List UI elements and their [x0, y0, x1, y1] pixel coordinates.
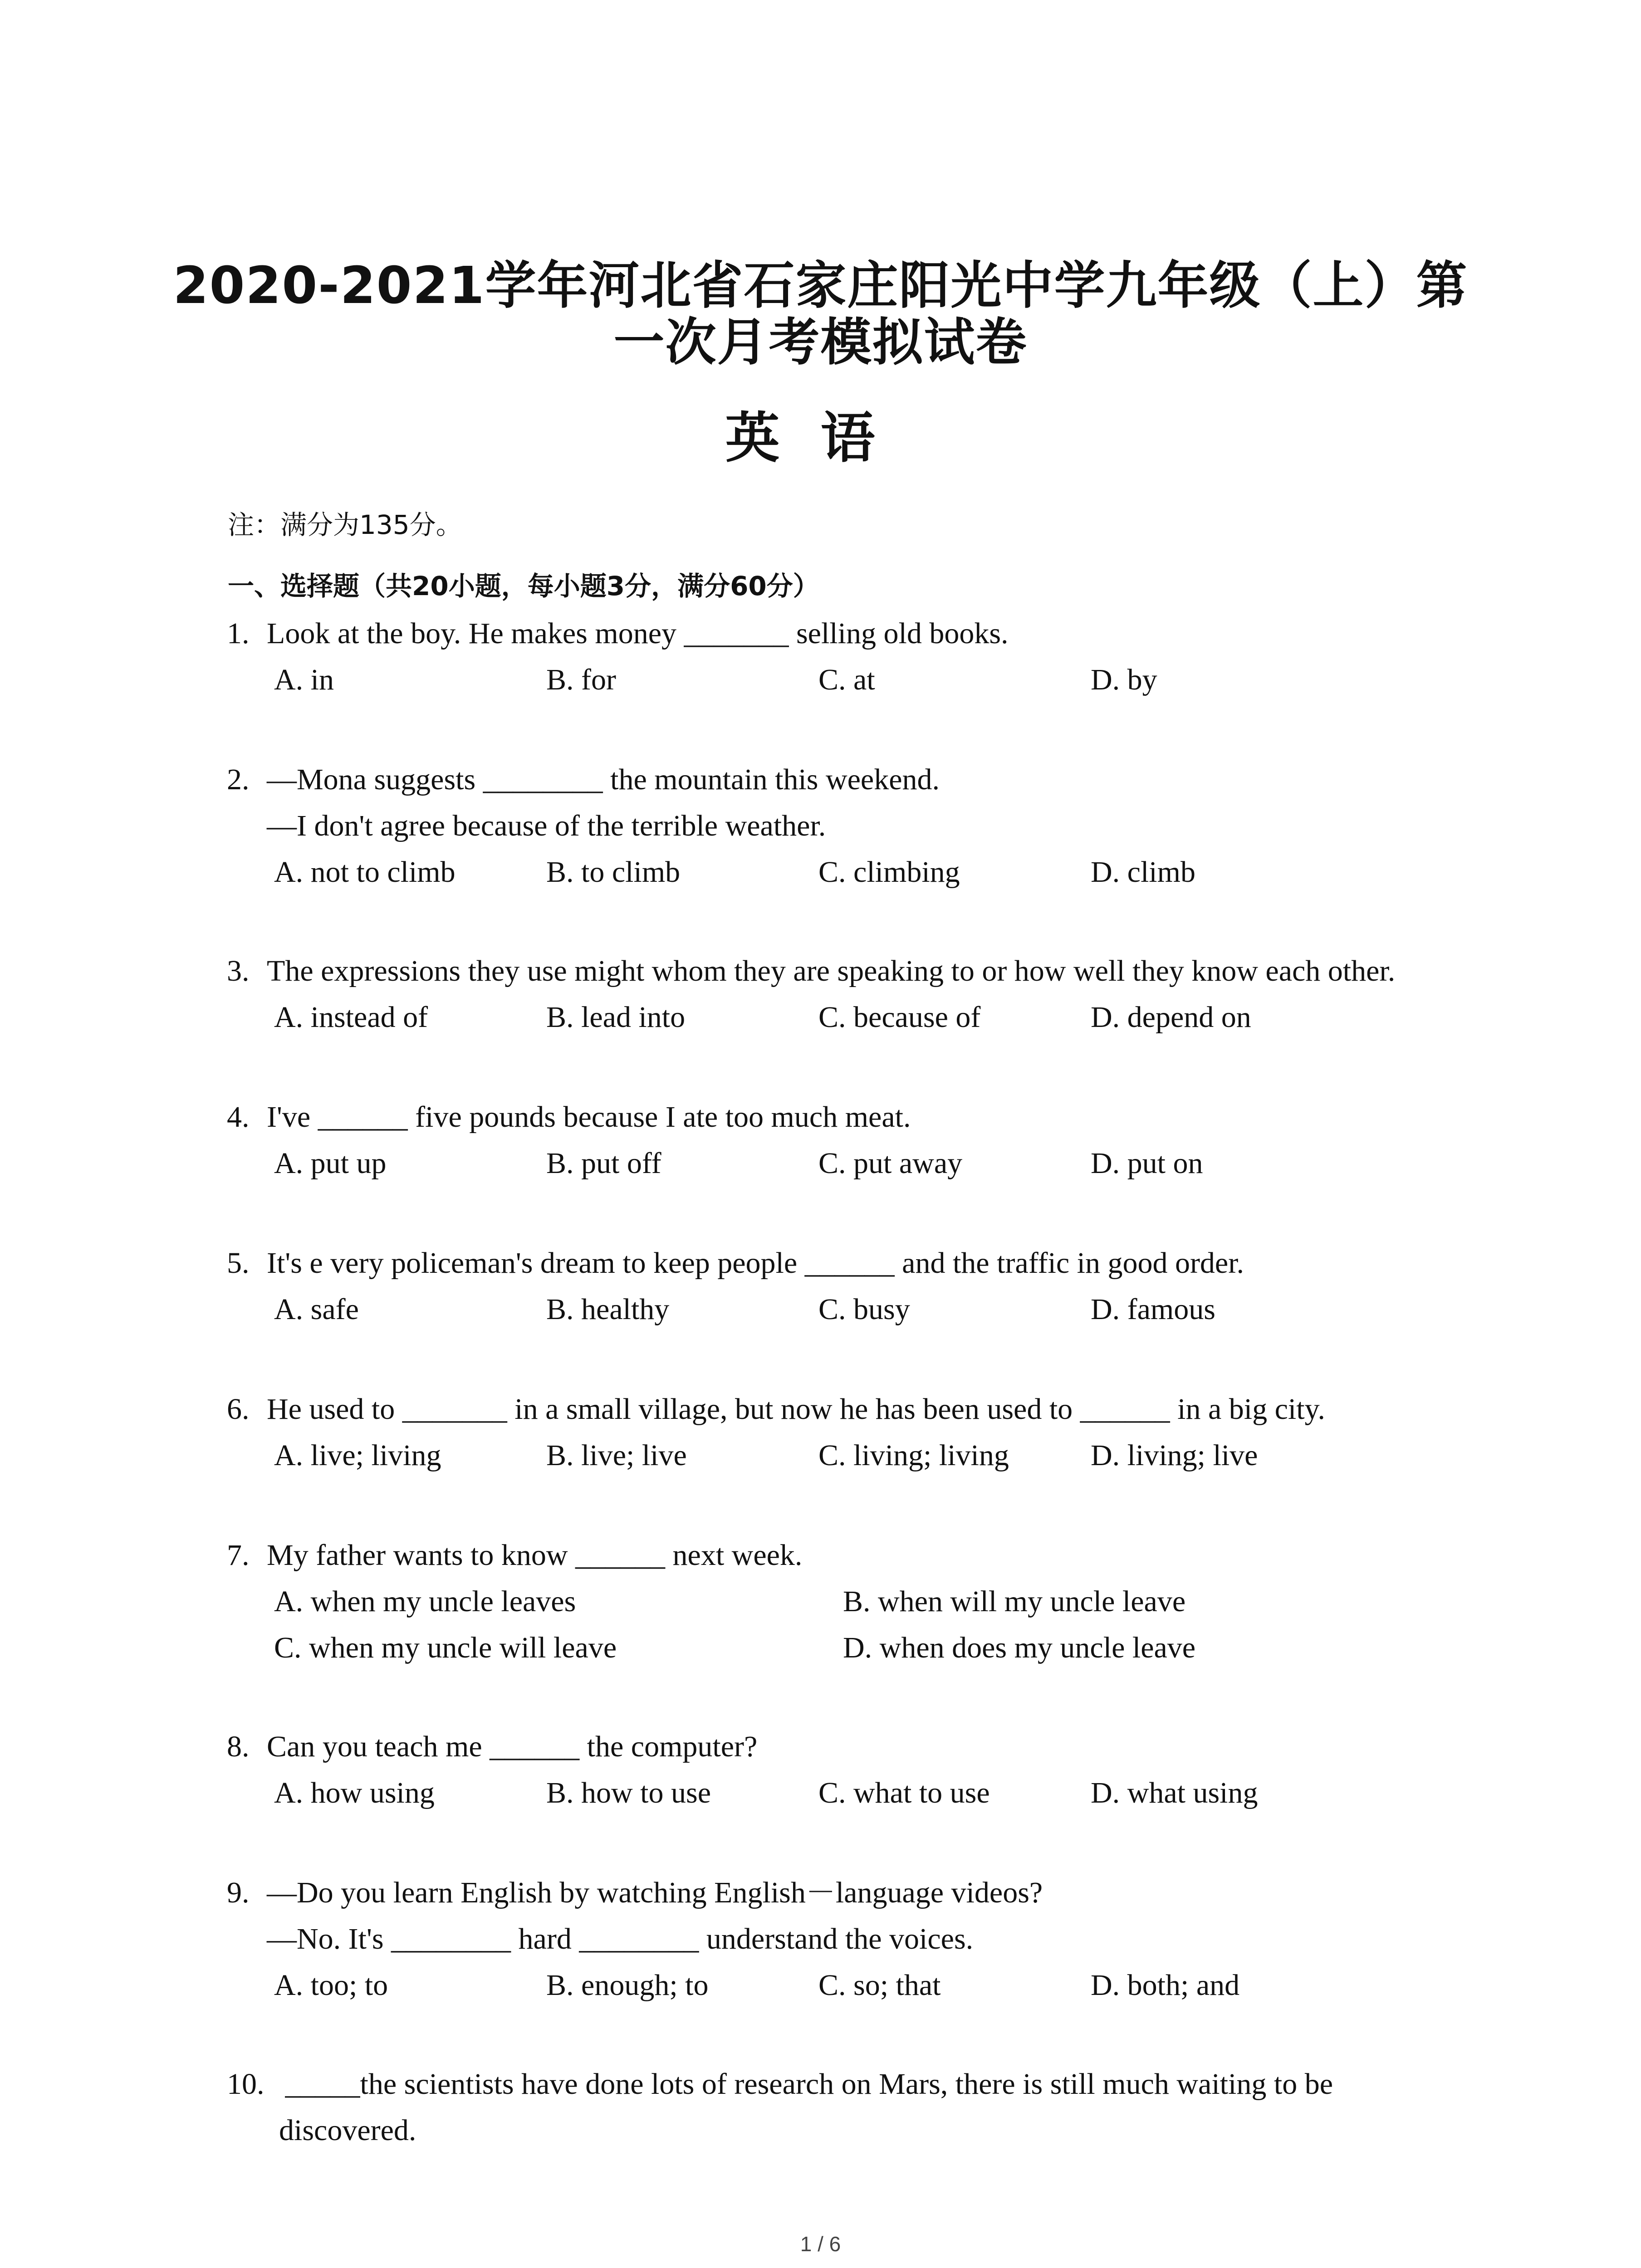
- option-c[interactable]: C. so; that: [818, 1969, 941, 2002]
- option-d[interactable]: D. when does my uncle leave: [843, 1631, 1196, 1664]
- option-a[interactable]: A. when my uncle leaves: [274, 1585, 576, 1618]
- option-a[interactable]: A. how using: [274, 1776, 435, 1809]
- question-10: [227, 2061, 1452, 2154]
- options-row: [227, 994, 1452, 1041]
- question-number: 4.: [227, 1100, 250, 1134]
- option-d[interactable]: D. by: [1091, 663, 1157, 696]
- options-row: [227, 849, 1452, 895]
- question-7: [227, 1532, 1452, 1671]
- question-number: 5.: [227, 1246, 250, 1280]
- question-stem: Can you teach me ______ the computer?: [267, 1730, 758, 1763]
- option-a[interactable]: A. put up: [274, 1147, 387, 1180]
- question-6: [227, 1386, 1452, 1479]
- option-c[interactable]: C. at: [818, 663, 875, 696]
- question-number: 2.: [227, 763, 250, 796]
- question-stem: —Mona suggests ________ the mountain this weekend.: [267, 763, 940, 796]
- question-1: [227, 611, 1452, 703]
- question-5: [227, 1240, 1452, 1333]
- option-a[interactable]: A. too; to: [274, 1969, 388, 2002]
- option-d[interactable]: D. what using: [1091, 1776, 1258, 1809]
- option-b[interactable]: B. for: [546, 663, 616, 696]
- options-row: [227, 1286, 1452, 1333]
- option-b[interactable]: B. when will my uncle leave: [843, 1585, 1186, 1618]
- option-b[interactable]: B. lead into: [546, 1001, 686, 1034]
- question-stem: Look at the boy. He makes money _______ selling old books.: [267, 617, 1009, 650]
- option-a[interactable]: A. instead of: [274, 1001, 428, 1034]
- question-stem: It's e very policeman's dream to keep people ______ and the traffic in good order.: [267, 1246, 1244, 1280]
- question-2: [227, 757, 1452, 895]
- option-a[interactable]: A. in: [274, 663, 334, 696]
- option-a[interactable]: A. not to climb: [274, 855, 456, 889]
- question-number: 10.: [227, 2068, 265, 2101]
- question-3: [227, 948, 1452, 1041]
- option-c[interactable]: C. living; living: [818, 1439, 1009, 1472]
- question-stem: He used to _______ in a small village, but now he has been used to ______ in a big city.: [267, 1393, 1325, 1426]
- page-number: 1 / 6: [800, 2232, 841, 2256]
- option-d[interactable]: D. famous: [1091, 1293, 1215, 1326]
- question-number: 7.: [227, 1539, 250, 1572]
- option-d[interactable]: D. put on: [1091, 1147, 1203, 1180]
- question-stem-continued: —No. It's ________ hard ________ understand the voices.: [267, 1922, 974, 1955]
- options-row: [227, 1770, 1452, 1816]
- question-8: [227, 1724, 1452, 1816]
- options-row: [227, 1962, 1452, 2009]
- score-note: 注：满分为135分。: [228, 509, 462, 540]
- option-c[interactable]: C. put away: [818, 1147, 963, 1180]
- option-d[interactable]: D. both; and: [1091, 1969, 1240, 2002]
- question-stem: My father wants to know ______ next week.: [267, 1539, 803, 1572]
- question-number: 3.: [227, 954, 250, 987]
- option-c[interactable]: C. because of: [818, 1001, 981, 1034]
- question-stem-continued: —I don't agree because of the terrible weather.: [267, 809, 826, 842]
- question-stem: _____the scientists have done lots of research on Mars, there is still much waiting to be: [278, 2068, 1333, 2101]
- question-stem: —Do you learn English by watching English－language videos?: [267, 1876, 1043, 1909]
- section-title: 一、选择题（共20小题，每小题3分，满分60分）: [228, 571, 819, 601]
- option-d[interactable]: D. climb: [1091, 855, 1195, 889]
- option-b[interactable]: B. how to use: [546, 1776, 711, 1809]
- options-row: [227, 1579, 1452, 1625]
- exam-title-line2: 一次月考模拟试卷: [613, 313, 1028, 372]
- option-b[interactable]: B. to climb: [546, 855, 681, 889]
- question-number: 8.: [227, 1730, 250, 1763]
- exam-subject: 英语: [725, 406, 916, 470]
- option-c[interactable]: C. what to use: [818, 1776, 990, 1809]
- option-a[interactable]: A. safe: [274, 1293, 359, 1326]
- options-row: [227, 657, 1452, 703]
- option-b[interactable]: B. put off: [546, 1147, 661, 1180]
- option-d[interactable]: D. living; live: [1091, 1439, 1258, 1472]
- question-stem: I've ______ five pounds because I ate too much meat.: [267, 1100, 911, 1134]
- option-b[interactable]: B. enough; to: [546, 1969, 709, 2002]
- option-c[interactable]: C. when my uncle will leave: [274, 1631, 617, 1664]
- question-4: [227, 1094, 1452, 1187]
- question-number: 6.: [227, 1393, 250, 1426]
- question-9: [227, 1870, 1452, 2009]
- options-row: [227, 1432, 1452, 1479]
- options-row: [227, 1625, 1452, 1671]
- option-c[interactable]: C. busy: [818, 1293, 910, 1326]
- option-a[interactable]: A. live; living: [274, 1439, 441, 1472]
- option-d[interactable]: D. depend on: [1091, 1001, 1251, 1034]
- option-c[interactable]: C. climbing: [818, 855, 960, 889]
- question-stem-continued: discovered.: [279, 2114, 416, 2147]
- question-number: 9.: [227, 1876, 250, 1909]
- question-stem: The expressions they use might whom they are speaking to or how well they know each other.: [267, 954, 1396, 987]
- option-b[interactable]: B. healthy: [546, 1293, 670, 1326]
- options-row: [227, 1140, 1452, 1187]
- option-b[interactable]: B. live; live: [546, 1439, 687, 1472]
- question-number: 1.: [227, 617, 250, 650]
- exam-title-line1: 2020-2021学年河北省石家庄阳光中学九年级（上）第: [173, 256, 1468, 315]
